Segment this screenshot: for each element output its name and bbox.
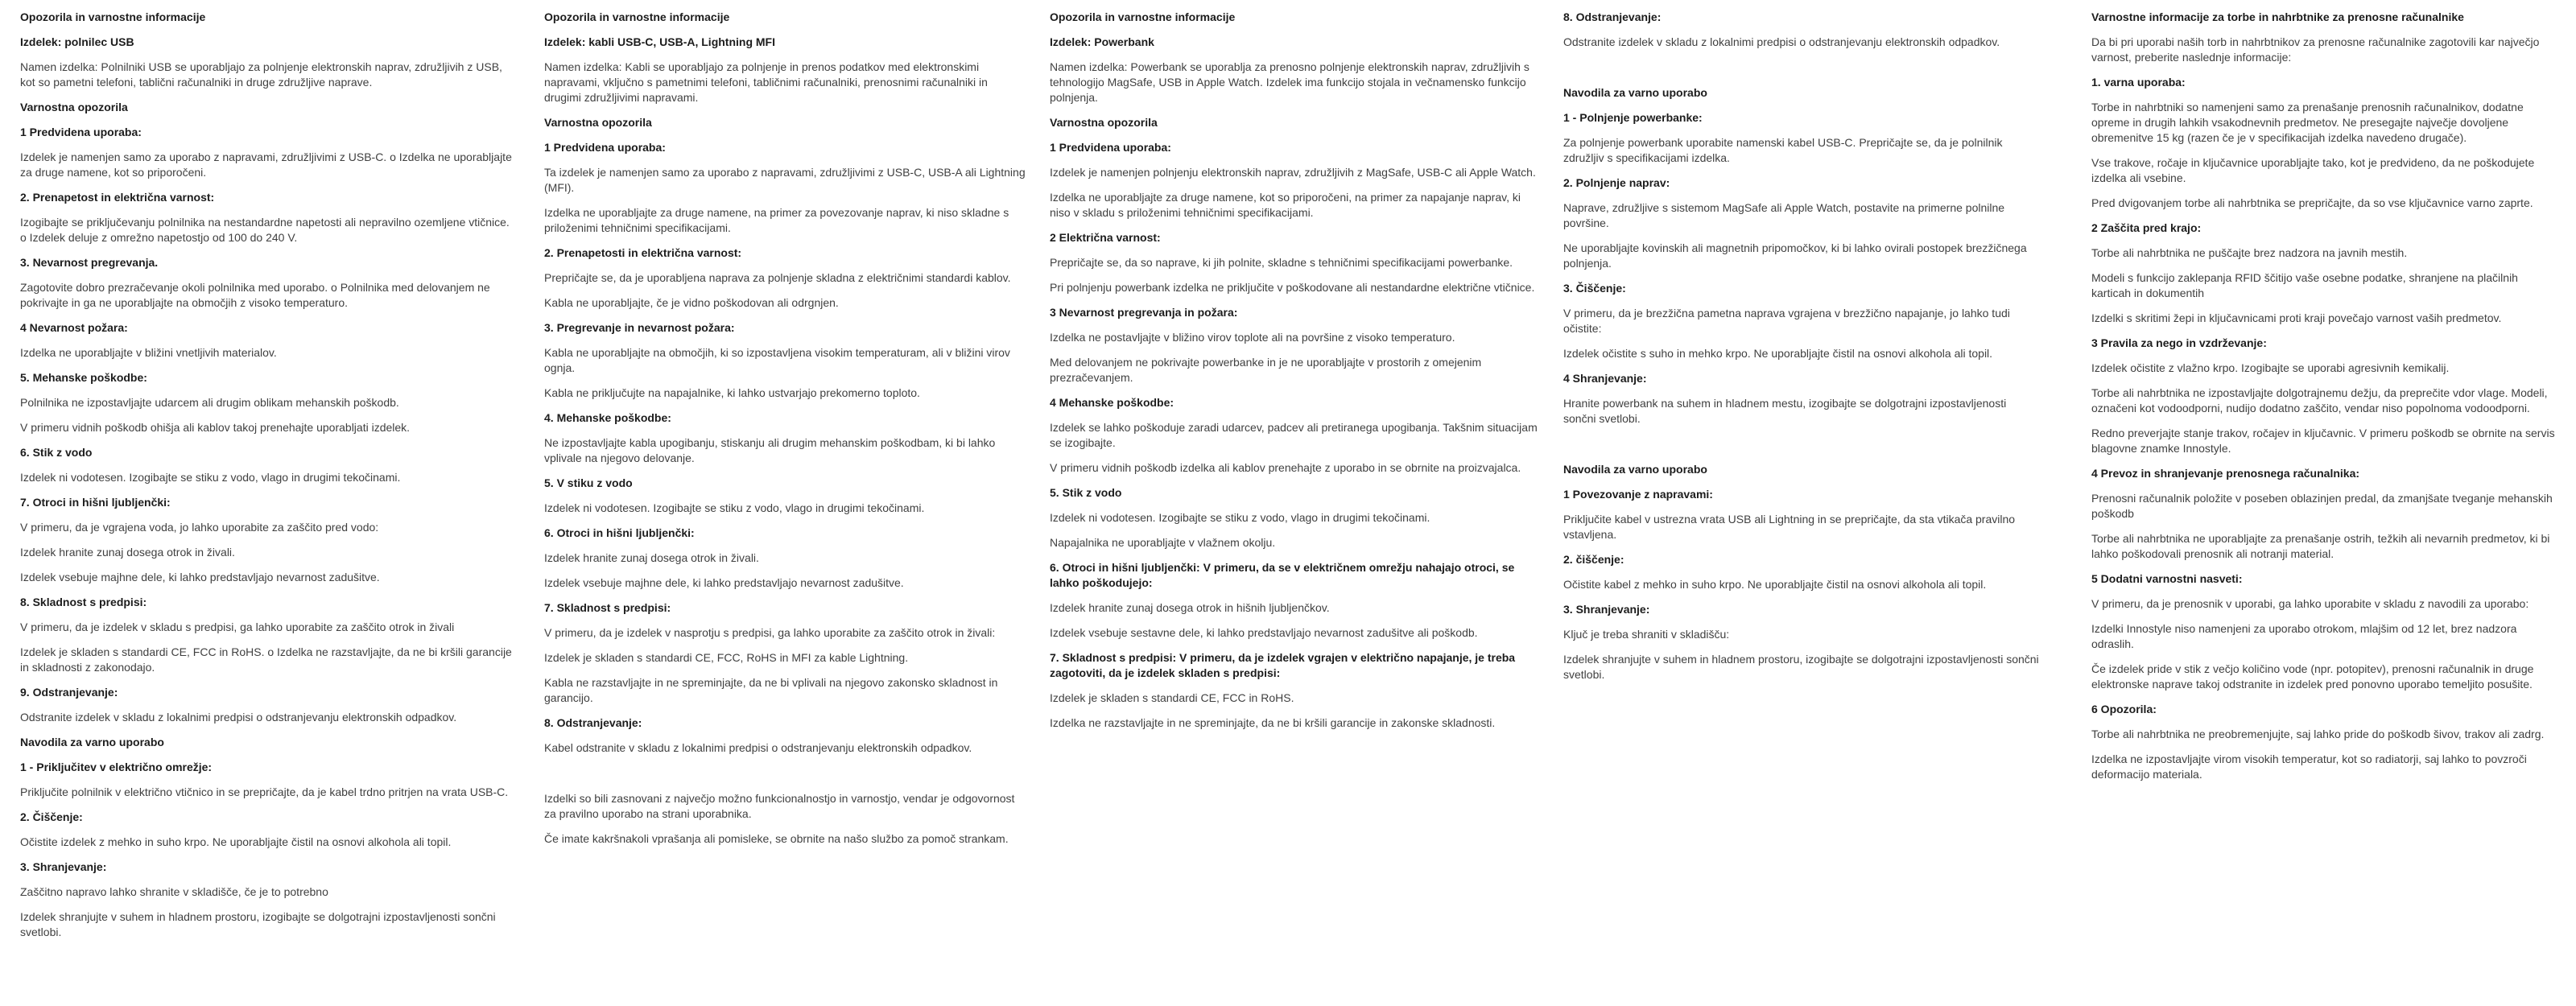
- paragraph: Polnilnika ne izpostavljajte udarcem ali drugim oblikam mehanskih poškodb.: [20, 396, 399, 409]
- section-heading: 1 - Polnjenje powerbanke:: [1563, 111, 1703, 124]
- paragraph: Izdelka ne postavljajte v bližino virov toplote ali na površine z visoko temperaturo.: [1050, 331, 1455, 344]
- section-heading: Opozorila in varnostne informacije: [1050, 10, 1236, 23]
- section-heading: 7. Skladnost s predpisi:: [544, 601, 671, 614]
- paragraph: Ključ je treba shraniti v skladišču:: [1563, 628, 1730, 641]
- paragraph: Odstranite izdelek v skladu z lokalnimi predpisi o odstranjevanju elektronskih odpadkov.: [20, 711, 457, 724]
- section-heading: 5. Stik z vodo: [1050, 486, 1122, 499]
- section-heading: 3 Pravila za nego in vzdrževanje:: [2091, 336, 2267, 349]
- section-heading: Varnostna opozorila: [1050, 116, 1158, 129]
- paragraph: Izdelek ni vodotesen. Izogibajte se stiku z vodo, vlago in drugimi tekočinami.: [1050, 511, 1430, 524]
- paragraph: Izdelka ne uporabljajte za druge namene, na primer za povezovanje naprav, ki niso skladne s priloženimi tehničnimi specifikacijami.: [544, 206, 1009, 234]
- section-heading: 9. Odstranjevanje:: [20, 686, 118, 699]
- paragraph: Izdelki s skritimi žepi in ključavnicami proti kraji povečajo varnost vaših predmetov.: [2091, 311, 2502, 324]
- paragraph: V primeru, da je brezžična pametna naprava vgrajena v brezžično napajanje, jo lahko tudi očistite:: [1563, 307, 2010, 335]
- section-heading: 2. Čiščenje:: [20, 810, 83, 823]
- paragraph: Izdelek je skladen s standardi CE, FCC, RoHS in MFI za kable Lightning.: [544, 651, 909, 664]
- paragraph: Izdelek shranjujte v suhem in hladnem prostoru, izogibajte se dolgotrajni izpostavljenosti sončni svetlobi.: [1563, 653, 2039, 681]
- paragraph: Odstranite izdelek v skladu z lokalnimi predpisi o odstranjevanju elektronskih odpadkov.: [1563, 35, 2000, 48]
- paragraph: Priključite kabel v ustrezna vrata USB ali Lightning in se prepričajte, da sta vtikača pravilno vstavljena.: [1563, 513, 2016, 541]
- paragraph: Izdelka ne razstavljajte in ne spreminjajte, da ne bi kršili garancije in zakonske skladnosti.: [1050, 716, 1496, 729]
- section-heading: Varnostna opozorila: [544, 116, 652, 129]
- spacer: [1563, 436, 2040, 452]
- paragraph: Izdelek je namenjen samo za uporabo z napravami, združljivimi z USB-C. o Izdelka ne uporabljajte za druge namene, kot so priporočeni.: [20, 150, 512, 179]
- paragraph: Če izdelek pride v stik z večjo količino vode (npr. potopitev), prenosni računalnik in druge elektronske naprave takoj odstranite in izdelek pred ponovno uporabo temeljito posušite.: [2091, 662, 2534, 691]
- paragraph: Izdelek ni vodotesen. Izogibajte se stiku z vodo, vlago in drugimi tekočinami.: [20, 471, 401, 484]
- section-heading: 1 Predvidena uporaba:: [1050, 141, 1171, 154]
- paragraph: Izdelek shranjujte v suhem in hladnem prostoru, izogibajte se dolgotrajni izpostavljenosti sončni svetlobi.: [20, 910, 496, 938]
- paragraph: Izdelek očistite s suho in mehko krpo. Ne uporabljajte čistil na osnovi alkohola ali topil.: [1563, 347, 1993, 360]
- section-heading: 3. Shranjevanje:: [20, 860, 107, 873]
- section-heading: 6. Otroci in hišni ljubljenčki:: [544, 526, 695, 539]
- section-heading: 7. Otroci in hišni ljubljenčki:: [20, 496, 171, 509]
- paragraph: Kabla ne priključujte na napajalnike, ki lahko ustvarjajo prekomerno toploto.: [544, 386, 920, 399]
- section-heading: 3. Čiščenje:: [1563, 282, 1626, 295]
- paragraph: Izogibajte se priključevanju polnilnika na nestandardne napetosti ali nepravilno ozemljene vtičnice. o Izdelek deluje z omrežno napetostjo od 100 do 240 V.: [20, 216, 510, 244]
- paragraph: Kabel odstranite v skladu z lokalnimi predpisi o odstranjevanju elektronskih odpadkov.: [544, 741, 972, 754]
- paragraph: Ne uporabljajte kovinskih ali magnetnih pripomočkov, ki bi lahko ovirali postopek brezžičnega polnjenja.: [1563, 241, 2027, 270]
- section-heading: 1 Povezovanje z napravami:: [1563, 488, 1713, 501]
- section-heading: 3. Pregrevanje in nevarnost požara:: [544, 321, 735, 334]
- paragraph: Namen izdelka: Kabli se uporabljajo za polnjenje in prenos podatkov med elektronskimi napravami, vključno s pametnimi telefoni, tabličnimi računalniki, prenosnimi računalniki in drugimi združljivimi napravami.: [544, 60, 988, 104]
- section-heading: 3. Nevarnost pregrevanja.: [20, 256, 159, 269]
- paragraph: Izdelek hranite zunaj dosega otrok in živali.: [544, 551, 759, 564]
- paragraph: V primeru, da je prenosnik v uporabi, ga lahko uporabite v skladu z navodili za uporabo:: [2091, 597, 2529, 610]
- paragraph: Ta izdelek je namenjen samo za uporabo z napravami, združljivimi z USB-C, USB-A ali Lightning (MFI).: [544, 166, 1026, 194]
- section-heading: Varnostna opozorila: [20, 101, 128, 113]
- paragraph: Izdelek ni vodotesen. Izogibajte se stiku z vodo, vlago in drugimi tekočinami.: [544, 501, 925, 514]
- paragraph: Redno preverjajte stanje trakov, ročajev in ključavnic. V primeru poškodb se obrnite na servis blagovne znamke Innostyle.: [2091, 427, 2555, 455]
- section-heading: 1 Predvidena uporaba:: [20, 126, 142, 138]
- section-heading: Izdelek: polnilec USB: [20, 35, 134, 48]
- paragraph: Kabla ne uporabljajte na območjih, ki so izpostavljena visokim temperaturam, ali v bližini virov ognja.: [544, 346, 1010, 374]
- section-heading: 1 - Priključitev v električno omrežje:: [20, 761, 213, 773]
- section-heading: 5 Dodatni varnostni nasveti:: [2091, 572, 2243, 585]
- paragraph: Namen izdelka: Powerbank se uporablja za prenosno polnjenje elektronskih naprav, združljivih s tehnologijo MagSafe, USB in Apple Watch. Izdelek ima funkcijo stojala in večnamensko funkcijo polnjenja.: [1050, 60, 1530, 104]
- paragraph: Pred dvigovanjem torbe ali nahrbtnika se prepričajte, da so vse ključavnice varno zaprte.: [2091, 196, 2533, 209]
- section-heading: 2 Zaščita pred krajo:: [2091, 221, 2202, 234]
- section-heading: Opozorila in varnostne informacije: [20, 10, 206, 23]
- section-heading: Izdelek: Powerbank: [1050, 35, 1154, 48]
- section-heading: 1. varna uporaba:: [2091, 76, 2186, 89]
- section-heading: 4 Shranjevanje:: [1563, 372, 1647, 385]
- paragraph: Modeli s funkcijo zaklepanja RFID ščitijo vaše osebne podatke, shranjene na plačilnih karticah in dokumentih: [2091, 271, 2518, 299]
- paragraph: Hranite powerbank na suhem in hladnem mestu, izogibajte se dolgotrajni izpostavljenosti sončni svetlobi.: [1563, 397, 2007, 425]
- paragraph: Izdelek hranite zunaj dosega otrok in hišnih ljubljenčkov.: [1050, 601, 1330, 614]
- section-heading: Opozorila in varnostne informacije: [544, 10, 730, 23]
- section-heading: 5. Mehanske poškodbe:: [20, 371, 147, 384]
- paragraph: V primeru, da je izdelek v nasprotju s predpisi, ga lahko uporabite za zaščito otrok in živali:: [544, 626, 996, 639]
- paragraph: Izdelek vsebuje sestavne dele, ki lahko predstavljajo nevarnost zadušitve ali poškodb.: [1050, 626, 1478, 639]
- section-heading: 2. Polnjenje naprav:: [1563, 176, 1670, 189]
- paragraph: Naprave, združljive s sistemom MagSafe ali Apple Watch, postavite na primerne polnilne površine.: [1563, 201, 2005, 229]
- paragraph: Namen izdelka: Polnilniki USB se uporabljajo za polnjenje elektronskih naprav, združljivih z USB, kot so pametni telefoni, tablični računalniki in druge združljive naprave.: [20, 60, 502, 89]
- section-heading: Izdelek: kabli USB-C, USB-A, Lightning MFI: [544, 35, 775, 48]
- paragraph: Očistite izdelek z mehko in suho krpo. Ne uporabljajte čistil na osnovi alkohola ali topil.: [20, 835, 452, 848]
- paragraph: Izdelek očistite z vlažno krpo. Izogibajte se uporabi agresivnih kemikalij.: [2091, 361, 2450, 374]
- paragraph: Ne izpostavljajte kabla upogibanju, stiskanju ali drugim mehanskim poškodbam, ki bi lahko vplivale na njegovo delovanje.: [544, 436, 996, 464]
- section-heading: Navodila za varno uporabo: [1563, 86, 1707, 99]
- paragraph: Kabla ne razstavljajte in ne spreminjajte, da ne bi vplivali na njegovo zakonsko skladnost in garancijo.: [544, 676, 998, 704]
- section-heading: 3 Nevarnost pregrevanja in požara:: [1050, 306, 1238, 319]
- section-heading: 8. Skladnost s predpisi:: [20, 596, 147, 608]
- paragraph: Zagotovite dobro prezračevanje okoli polnilnika med uporabo. o Polnilnika med delovanjem ne pokrivajte in ga ne uporabljajte na območjih z visoko temperaturo.: [20, 281, 490, 309]
- spacer: [1563, 60, 2040, 76]
- section-heading: 4 Prevoz in shranjevanje prenosnega računalnika:: [2091, 467, 2360, 480]
- section-heading: 5. V stiku z vodo: [544, 476, 633, 489]
- section-heading: 2. Prenapetosti in električna varnost:: [544, 246, 742, 259]
- section-heading: 1 Predvidena uporaba:: [544, 141, 666, 154]
- paragraph: Torbe in nahrbtniki so namenjeni samo za prenašanje prenosnih računalnikov, dodatne opreme in drugih lahkih vsakodnevnih predmetov. Ne presegajte največje dovoljene obremenitve 15 kg (razen če je v specifikacijah izdelka navedeno drugače).: [2091, 101, 2524, 144]
- section-heading: 2. čiščenje:: [1563, 553, 1624, 566]
- section-heading: 6. Otroci in hišni ljubljenčki: V primeru, da se v električnem omrežju nahajajo otroci, se lahko poškodujejo:: [1050, 561, 1515, 589]
- paragraph: Priključite polnilnik v električno vtičnico in se prepričajte, da je kabel trdno pritrjen na vrata USB-C.: [20, 785, 509, 798]
- paragraph: Za polnjenje powerbank uporabite namenski kabel USB-C. Prepričajte se, da je polnilnik združljiv s specifikacijami izdelka.: [1563, 136, 2003, 164]
- section-heading: 8. Odstranjevanje:: [544, 716, 642, 729]
- paragraph: Izdelek vsebuje majhne dele, ki lahko predstavljajo nevarnost zadušitve.: [20, 571, 380, 583]
- paragraph: Torbe ali nahrbtnika ne puščajte brez nadzora na javnih mestih.: [2091, 246, 2408, 259]
- paragraph: Torbe ali nahrbtnika ne preobremenjujte, saj lahko pride do poškodb šivov, trakov ali zadrg.: [2091, 728, 2545, 740]
- paragraph: V primeru vidnih poškodb ohišja ali kablov takoj prenehajte uporabljati izdelek.: [20, 421, 411, 434]
- paragraph: Izdelek je skladen s standardi CE, FCC in RoHS. o Izdelka ne razstavljajte, da ne bi kršili garancije in skladnosti z zakonodajo.: [20, 645, 512, 674]
- column-powerbank-warnings: [1050, 10, 1539, 740]
- paragraph: Kabla ne uporabljajte, če je vidno poškodovan ali odrgnjen.: [544, 296, 839, 309]
- column-usb-charger-warnings: [20, 10, 515, 950]
- paragraph: Prepričajte se, da je uporabljena naprava za polnjenje skladna z električnimi standardi kablov.: [544, 271, 1011, 284]
- section-heading: 6 Opozorila:: [2091, 703, 2157, 715]
- paragraph: Izdelki so bili zasnovani z največjo možno funkcionalnostjo in varnostjo, vendar je odgovornost za pravilno uporabo na strani uporabnika.: [544, 792, 1015, 820]
- paragraph: Prepričajte se, da so naprave, ki jih polnite, skladne s tehničnimi specifikacijami powerbanke.: [1050, 256, 1513, 269]
- column-laptop-bags-safety: [2091, 10, 2558, 792]
- section-heading: 3. Shranjevanje:: [1563, 603, 1650, 616]
- spacer: [544, 765, 1027, 781]
- section-heading: Navodila za varno uporabo: [20, 736, 164, 748]
- section-heading: Navodila za varno uporabo: [1563, 463, 1707, 476]
- section-heading: 8. Odstranjevanje:: [1563, 10, 1662, 23]
- paragraph: Torbe ali nahrbtnika ne izpostavljajte dolgotrajnemu dežju, da preprečite vdor vlage. Modeli, označeni kot vodoodporni, nudijo dodatno zaščito, vendar niso popolnoma vodoodporni.: [2091, 386, 2548, 414]
- paragraph: Izdelka ne uporabljajte v bližini vnetljivih materialov.: [20, 346, 277, 359]
- column-powerbank-cable-usage: [1563, 10, 2040, 692]
- paragraph: Pri polnjenju powerbank izdelka ne priključite v poškodovane ali nestandardne električne vtičnice.: [1050, 281, 1535, 294]
- section-heading: 2 Električna varnost:: [1050, 231, 1161, 244]
- section-heading: 6. Stik z vodo: [20, 446, 93, 459]
- paragraph: Izdelek je namenjen polnjenju elektronskih naprav, združljivih z MagSafe, USB-C ali Apple Watch.: [1050, 166, 1536, 179]
- paragraph: Izdelka ne uporabljajte za druge namene, kot so priporočeni, na primer za napajanje naprav, ki niso v skladu s priloženimi tehničnimi specifikacijami.: [1050, 191, 1521, 219]
- paragraph: Da bi pri uporabi naših torb in nahrbtnikov za prenosne računalnike zagotovili kar največjo varnost, preberite naslednje informacije:: [2091, 35, 2540, 64]
- paragraph: Izdelki Innostyle niso namenjeni za uporabo otrokom, mlajšim od 12 let, brez nadzora odraslih.: [2091, 622, 2517, 650]
- section-heading: 4. Mehanske poškodbe:: [544, 411, 671, 424]
- paragraph: Prenosni računalnik položite v poseben oblazinjen predal, da zmanjšate tveganje mehanskih poškodb: [2091, 492, 2553, 520]
- paragraph: V primeru, da je izdelek v skladu s predpisi, ga lahko uporabite za zaščito otrok in živali: [20, 621, 455, 633]
- paragraph: Zaščitno napravo lahko shranite v skladišče, če je to potrebno: [20, 885, 328, 898]
- paragraph: Če imate kakršnakoli vprašanja ali pomisleke, se obrnite na našo službo za pomoč strankam.: [544, 832, 1009, 845]
- paragraph: Napajalnika ne uporabljajte v vlažnem okolju.: [1050, 536, 1276, 549]
- section-heading: 2. Prenapetost in električna varnost:: [20, 191, 215, 204]
- paragraph: Izdelek se lahko poškoduje zaradi udarcev, padcev ali pretiranega upogibanja. Takšnim situacijam se izogibajte.: [1050, 421, 1538, 449]
- paragraph: Torbe ali nahrbtnika ne uporabljajte za prenašanje ostrih, težkih ali nevarnih predmetov, ki bi lahko poškodovali prenosnik ali notranji material.: [2091, 532, 2550, 560]
- paragraph: Vse trakove, ročaje in ključavnice uporabljajte tako, kot je predvideno, da ne poškodujete izdelka ali vsebine.: [2091, 156, 2535, 184]
- paragraph: Med delovanjem ne pokrivajte powerbanke in je ne uporabljajte v prostorih z omejenim prezračevanjem.: [1050, 356, 1482, 384]
- paragraph: Izdelka ne izpostavljajte virom visokih temperatur, kot so radiatorji, saj lahko to povzroči deformacijo materiala.: [2091, 752, 2527, 781]
- paragraph: Izdelek hranite zunaj dosega otrok in živali.: [20, 546, 235, 559]
- section-heading: 4 Mehanske poškodbe:: [1050, 396, 1174, 409]
- section-heading: Varnostne informacije za torbe in nahrbtnike za prenosne računalnike: [2091, 10, 2464, 23]
- column-cables-warnings: [544, 10, 1027, 856]
- section-heading: 7. Skladnost s predpisi: V primeru, da je izdelek vgrajen v električno napajanje, je treba zagotoviti, da je izdelek skladen s predpisi:: [1050, 651, 1516, 679]
- paragraph: Izdelek vsebuje majhne dele, ki lahko predstavljajo nevarnost zadušitve.: [544, 576, 904, 589]
- paragraph: V primeru, da je vgrajena voda, jo lahko uporabite za zaščito pred vodo:: [20, 521, 379, 534]
- paragraph: Očistite kabel z mehko in suho krpo. Ne uporabljajte čistil na osnovi alkohola ali topil.: [1563, 578, 1987, 591]
- paragraph: Izdelek je skladen s standardi CE, FCC in RoHS.: [1050, 691, 1294, 704]
- section-heading: 4 Nevarnost požara:: [20, 321, 128, 334]
- paragraph: V primeru vidnih poškodb izdelka ali kablov prenehajte z uporabo in se obrnite na proizvajalca.: [1050, 461, 1521, 474]
